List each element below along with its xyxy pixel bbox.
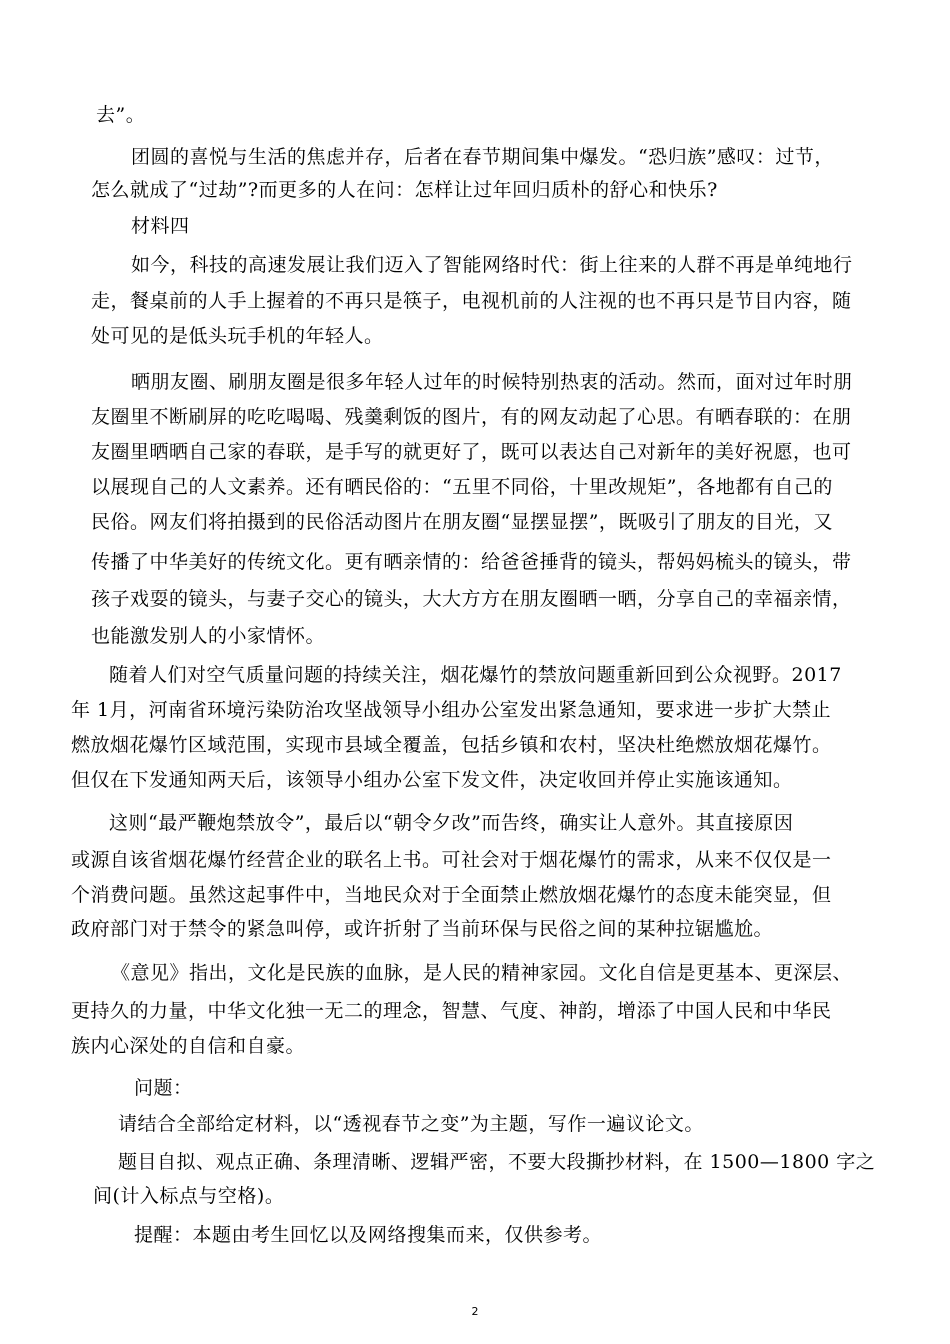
text-line: 族内心深处的自信和自豪。 [71, 1035, 306, 1057]
text-line: 更持久的力量，中华文化独一无二的理念，智慧、气度、神韵，增添了中国人民和中华民 [71, 1000, 832, 1022]
text-line: 年 1月，河南省环境污染防治攻坚战领导小组办公室发出紧急通知，要求进一步扩大禁止 [71, 699, 832, 721]
text-line: 《意见》指出，文化是民族的血脉，是人民的精神家园。文化自信是更基本、更深层、 [111, 962, 853, 984]
text-line: 或源自该省烟花爆竹经营企业的联名上书。可社会对于烟花爆竹的需求，从来不仅仅是一 [71, 849, 832, 871]
text-line: 但仅在下发通知两天后，该领导小组办公室下发文件，决定收回并停止实施该通知。 [71, 769, 793, 791]
text-line: 孩子戏耍的镜头，与妻子交心的镜头，大大方方在朋友圈晒一晒，分享自己的幸福亲情， [91, 588, 852, 610]
text-line: 走，餐桌前的人手上握着的不再只是筷子，电视机前的人注视的也不再只是节目内容，随 [91, 290, 852, 312]
page-number: 2 [471, 1305, 479, 1318]
text-line: 民俗。网友们将拍摄到的民俗活动图片在朋友圈“显摆显摆”，既吸引了朋友的目光，又 [91, 511, 833, 533]
text-line: 团圆的喜悦与生活的焦虑并存，后者在春节期间集中爆发。“恐归族”感叹：过节， [131, 146, 834, 168]
text-line: 处可见的是低头玩手机的年轻人。 [91, 325, 384, 347]
question-heading: 问题： [134, 1077, 193, 1099]
text-line: 以展现自己的人文素养。还有晒民俗的：“五里不同俗，十里改规矩”，各地都有自己的 [91, 476, 833, 498]
text-line: 政府部门对于禁令的紧急叫停，或许折射了当前环保与民俗之间的某种拉锯尴尬。 [71, 918, 774, 940]
text-line: 题目自拟、观点正确、条理清晰、逻辑严密，不要大段撕抄材料，在 1500—1800 字之 [118, 1151, 876, 1173]
text-line: 也能激发别人的小家情怀。 [91, 625, 326, 647]
text-line: 去”。 [96, 104, 146, 126]
text-line: 间(计入标点与空格)。 [93, 1185, 285, 1207]
text-line: 友圈里不断刷屏的吃吃喝喝、残羹剩饭的图片，有的网友动起了心思。有晒春联的：在朋 [91, 406, 852, 428]
text-line: 这则“最严鞭炮禁放令”，最后以“朝令夕改”而告终，确实让人意外。其直接原因 [109, 812, 794, 834]
text-line: 如今，科技的高速发展让我们迈入了智能网络时代：街上往来的人群不再是单纯地行 [131, 254, 853, 276]
text-line: 燃放烟花爆竹区域范围，实现市县域全覆盖，包括乡镇和农村，坚决杜绝燃放烟花爆竹。 [71, 734, 832, 756]
section-heading: 材料四 [131, 215, 190, 237]
text-line: 友圈里晒晒自己家的春联，是手写的就更好了，既可以表达自己对新年的美好祝愿，也可 [91, 441, 852, 463]
text-line: 怎么就成了“过劫”?而更多的人在问：怎样让过年回归质朴的舒心和快乐? [91, 179, 718, 201]
text-line: 个消费问题。虽然这起事件中，当地民众对于全面禁止燃放烟花爆竹的态度未能突显，但 [71, 884, 832, 906]
text-line: 传播了中华美好的传统文化。更有晒亲情的：给爸爸捶背的镜头，帮妈妈梳头的镜头，带 [91, 551, 852, 573]
text-line: 请结合全部给定材料，以“透视春节之变”为主题，写作一遍议论文。 [118, 1113, 704, 1135]
text-line: 随着人们对空气质量问题的持续关注，烟花爆竹的禁放问题重新回到公众视野。2017 [109, 664, 842, 686]
text-line: 提醒：本题由考生回忆以及网络搜集而来，仅供参考。 [134, 1224, 603, 1246]
text-line: 晒朋友圈、刷朋友圈是很多年轻人过年的时候特别热衷的活动。然而，面对过年时朋 [131, 371, 853, 393]
